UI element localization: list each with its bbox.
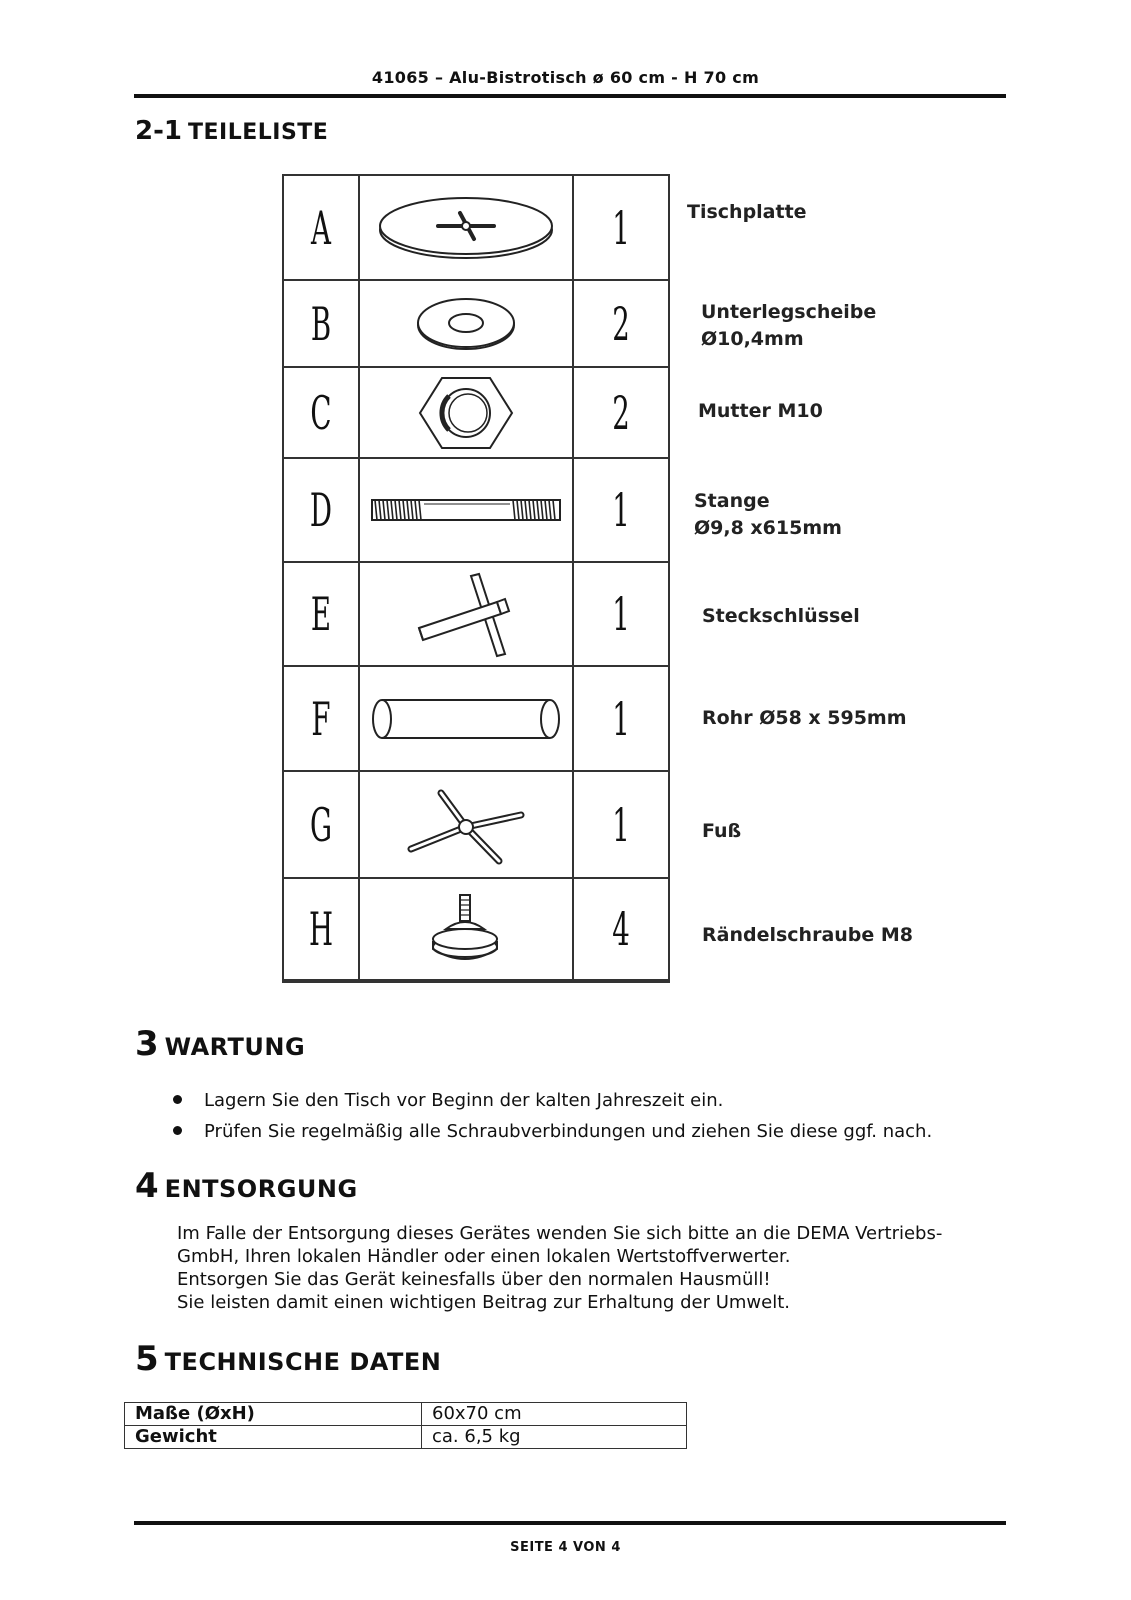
part-name-d: Stange Ø9,8 x615mm xyxy=(694,490,842,539)
section-title: WARTUNG xyxy=(164,1033,306,1061)
part-quantity: 1 xyxy=(612,200,630,255)
parts-row xyxy=(284,281,668,368)
part-letter: E xyxy=(310,587,332,641)
part-letter: B xyxy=(310,296,332,351)
paragraph-line: Entsorgen Sie das Gerät keinesfalls über den normalen Hausmüll! xyxy=(177,1269,771,1290)
part-letter: D xyxy=(309,483,333,537)
column-divider xyxy=(572,176,574,981)
section-number: 4 xyxy=(135,1166,159,1206)
part-name-c: Mutter M10 xyxy=(698,400,823,422)
part-quantity: 1 xyxy=(612,797,630,852)
part-name-h: Rändelschraube M8 xyxy=(702,924,914,946)
list-item: Prüfen Sie regelmäßig alle Schraubverbindungen und ziehen Sie diese ggf. nach. xyxy=(170,1116,932,1147)
section-heading-parts xyxy=(135,116,328,146)
section-title: TECHNISCHE DATEN xyxy=(164,1348,442,1376)
threaded-rod-icon xyxy=(360,459,572,561)
cross-foot-icon xyxy=(360,772,572,877)
section-number: 2-1 xyxy=(135,116,182,146)
part-quantity: 1 xyxy=(612,691,630,746)
washer-icon xyxy=(360,281,572,366)
tech-value: 60x70 cm xyxy=(422,1403,687,1426)
part-letter: C xyxy=(310,385,332,440)
part-name-a: Tischplatte xyxy=(687,201,807,223)
part-quantity: 2 xyxy=(612,385,630,440)
part-name-f: Rohr Ø58 x 595mm xyxy=(702,707,907,729)
parts-row xyxy=(284,368,668,459)
section-heading-tech xyxy=(135,1339,441,1379)
paragraph-line: Im Falle der Entsorgung dieses Gerätes wenden Sie sich bitte an die DEMA Vertriebs- xyxy=(177,1223,943,1244)
section-heading-maintenance xyxy=(135,1024,305,1064)
parts-table xyxy=(282,174,670,983)
parts-row xyxy=(284,667,668,772)
tech-value: ca. 6,5 kg xyxy=(422,1426,687,1449)
table-row xyxy=(125,1403,687,1426)
knurled-screw-icon xyxy=(360,879,572,979)
page-number: SEITE 4 VON 4 xyxy=(510,1540,621,1555)
part-letter: H xyxy=(308,902,334,956)
document-header-title: 41065 – Alu-Bistrotisch ø 60 cm - H 70 cm xyxy=(371,68,760,87)
tech-key: Maße (ØxH) xyxy=(125,1403,422,1426)
disposal-paragraph xyxy=(177,1222,942,1314)
part-quantity: 1 xyxy=(612,587,630,641)
paragraph-line: Sie leisten damit einen wichtigen Beitrag zur Erhaltung der Umwelt. xyxy=(177,1292,790,1313)
parts-row xyxy=(284,176,668,281)
column-divider xyxy=(358,176,360,981)
nut-icon xyxy=(360,368,572,457)
header-rule xyxy=(134,94,1006,98)
tech-data-table xyxy=(124,1402,687,1449)
maintenance-list xyxy=(170,1085,932,1147)
parts-row xyxy=(284,879,668,981)
paragraph-line: GmbH, Ihren lokalen Händler oder einen lokalen Wertstoffverwerter. xyxy=(177,1246,791,1267)
section-number: 5 xyxy=(135,1339,159,1379)
part-letter: F xyxy=(311,691,331,746)
part-name-e: Steckschlüssel xyxy=(702,605,860,627)
part-quantity: 1 xyxy=(612,483,630,537)
part-name-g: Fuß xyxy=(702,820,742,842)
section-title: TEILELISTE xyxy=(187,120,329,145)
section-number: 3 xyxy=(135,1024,159,1064)
table-top-icon xyxy=(360,176,572,279)
part-letter: G xyxy=(309,797,333,852)
parts-row xyxy=(284,459,668,563)
section-title: ENTSORGUNG xyxy=(164,1175,358,1203)
table-row xyxy=(125,1426,687,1449)
parts-row xyxy=(284,563,668,667)
footer-rule xyxy=(134,1521,1006,1525)
part-quantity: 2 xyxy=(612,296,630,351)
part-name-b: Unterlegscheibe Ø10,4mm xyxy=(701,301,877,350)
socket-wrench-icon xyxy=(360,563,572,665)
section-heading-disposal xyxy=(135,1166,358,1206)
part-quantity: 4 xyxy=(612,902,630,956)
tube-icon xyxy=(360,667,572,770)
part-letter: A xyxy=(311,200,331,255)
list-item: Lagern Sie den Tisch vor Beginn der kalten Jahreszeit ein. xyxy=(170,1085,932,1116)
tech-key: Gewicht xyxy=(125,1426,422,1449)
parts-row xyxy=(284,772,668,879)
